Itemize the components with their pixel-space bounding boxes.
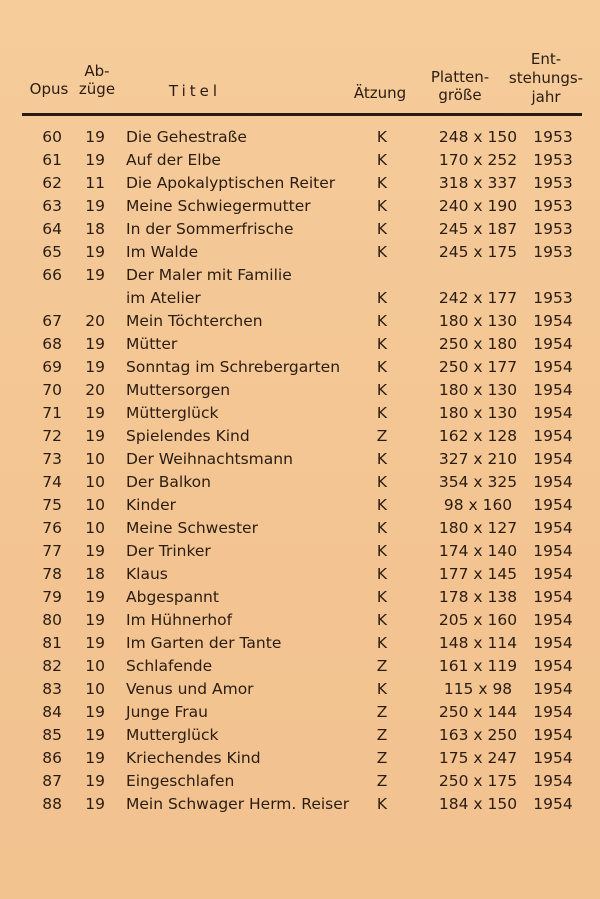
title-cell: Abgespannt	[126, 588, 219, 606]
abzuege-cell: 19	[85, 335, 105, 353]
table-row	[0, 149, 600, 172]
year-cell: 1954	[533, 634, 573, 652]
table-row	[0, 287, 600, 310]
aetzung-cell: K	[376, 220, 388, 238]
plate-size-cell: 205 x 160	[438, 611, 518, 629]
plate-size-cell: 98 x 160	[443, 496, 513, 514]
year-cell: 1953	[533, 289, 573, 307]
table-row	[0, 126, 600, 149]
opus-cell: 61	[42, 151, 62, 169]
plate-size-cell: 180 x 130	[438, 312, 518, 330]
plate-size-cell: 250 x 177	[438, 358, 518, 376]
abzuege-cell: 19	[85, 749, 105, 767]
year-cell: 1954	[533, 611, 573, 629]
aetzung-cell: Z	[376, 749, 388, 767]
abzuege-cell: 18	[85, 220, 105, 238]
aetzung-cell: K	[376, 588, 388, 606]
opus-cell: 82	[42, 657, 62, 675]
abzuege-cell: 19	[85, 588, 105, 606]
header-aetzung: Ätzung	[353, 84, 407, 102]
abzuege-cell: 11	[85, 174, 105, 192]
abzuege-cell: 10	[85, 496, 105, 514]
abzuege-cell: 10	[85, 519, 105, 537]
aetzung-cell: K	[376, 496, 388, 514]
aetzung-cell: K	[376, 473, 388, 491]
abzuege-cell: 19	[85, 404, 105, 422]
year-cell: 1954	[533, 749, 573, 767]
plate-size-cell: 248 x 150	[438, 128, 518, 146]
opus-cell: 76	[42, 519, 62, 537]
table-row	[0, 586, 600, 609]
plate-size-cell: 170 x 252	[438, 151, 518, 169]
aetzung-cell: K	[376, 519, 388, 537]
aetzung-cell: Z	[376, 427, 388, 445]
opus-cell: 65	[42, 243, 62, 261]
abzuege-cell: 10	[85, 473, 105, 491]
abzuege-cell: 19	[85, 128, 105, 146]
plate-size-cell: 318 x 337	[438, 174, 518, 192]
year-cell: 1954	[533, 542, 573, 560]
abzuege-cell: 10	[85, 680, 105, 698]
table-row	[0, 494, 600, 517]
title-cell: im Atelier	[126, 289, 201, 307]
title-cell: Die Apokalyptischen Reiter	[126, 174, 336, 192]
abzuege-cell: 19	[85, 151, 105, 169]
abzuege-cell: 19	[85, 243, 105, 261]
opus-cell: 88	[42, 795, 62, 813]
title-cell: Mein Töchterchen	[126, 312, 263, 330]
opus-cell: 73	[42, 450, 62, 468]
opus-cell: 81	[42, 634, 62, 652]
year-cell: 1953	[533, 128, 573, 146]
abzuege-cell: 19	[85, 726, 105, 744]
plate-size-cell: 178 x 138	[438, 588, 518, 606]
title-cell: Spielendes Kind	[126, 427, 250, 445]
year-cell: 1954	[533, 795, 573, 813]
title-cell: Venus und Amor	[126, 680, 254, 698]
table-row	[0, 655, 600, 678]
abzuege-cell: 19	[85, 795, 105, 813]
opus-cell: 79	[42, 588, 62, 606]
title-cell: Meine Schwester	[126, 519, 258, 537]
plate-size-cell: 175 x 247	[438, 749, 518, 767]
plate-size-cell: 180 x 127	[438, 519, 518, 537]
title-cell: Der Maler mit Familie	[126, 266, 292, 284]
year-cell: 1953	[533, 151, 573, 169]
plate-size-cell: 245 x 175	[438, 243, 518, 261]
abzuege-cell: 19	[85, 427, 105, 445]
opus-cell: 63	[42, 197, 62, 215]
abzuege-cell: 10	[85, 657, 105, 675]
abzuege-cell: 19	[85, 542, 105, 560]
opus-cell: 70	[42, 381, 62, 399]
plate-size-cell: 184 x 150	[438, 795, 518, 813]
abzuege-cell: 19	[85, 634, 105, 652]
plate-size-cell: 250 x 180	[438, 335, 518, 353]
plate-size-cell: 327 x 210	[438, 450, 518, 468]
title-cell: Im Walde	[126, 243, 199, 261]
table-row	[0, 793, 600, 816]
year-cell: 1954	[533, 565, 573, 583]
aetzung-cell: K	[376, 450, 388, 468]
header-divider	[22, 113, 582, 116]
plate-size-cell: 174 x 140	[438, 542, 518, 560]
aetzung-cell: K	[376, 335, 388, 353]
title-cell: Kinder	[126, 496, 177, 514]
aetzung-cell: K	[376, 312, 388, 330]
aetzung-cell: K	[376, 381, 388, 399]
title-cell: Eingeschlafen	[126, 772, 235, 790]
abzuege-cell: 19	[85, 703, 105, 721]
table-row	[0, 747, 600, 770]
title-cell: Im Hühnerhof	[126, 611, 233, 629]
year-cell: 1953	[533, 220, 573, 238]
year-cell: 1954	[533, 496, 573, 514]
table-row	[0, 471, 600, 494]
plate-size-cell: 250 x 144	[438, 703, 518, 721]
table-row	[0, 425, 600, 448]
header-abzuege-line2: züge	[78, 80, 116, 98]
plate-size-cell: 240 x 190	[438, 197, 518, 215]
aetzung-cell: Z	[376, 657, 388, 675]
title-cell: Im Garten der Tante	[126, 634, 282, 652]
title-cell: Der Trinker	[126, 542, 211, 560]
aetzung-cell: K	[376, 197, 388, 215]
abzuege-cell: 19	[85, 772, 105, 790]
title-cell: Mütter	[126, 335, 178, 353]
year-cell: 1954	[533, 726, 573, 744]
title-cell: Muttersorgen	[126, 381, 231, 399]
aetzung-cell: K	[376, 174, 388, 192]
title-cell: Sonntag im Schrebergarten	[126, 358, 341, 376]
header-opus: Opus	[29, 80, 69, 98]
opus-cell: 60	[42, 128, 62, 146]
title-cell: Mütterglück	[126, 404, 219, 422]
year-cell: 1954	[533, 381, 573, 399]
aetzung-cell: K	[376, 565, 388, 583]
table-row	[0, 609, 600, 632]
year-cell: 1954	[533, 473, 573, 491]
plate-size-cell: 162 x 128	[438, 427, 518, 445]
header-titel: Titel	[168, 82, 222, 100]
header-jahr-line1: Ent-	[530, 50, 562, 68]
abzuege-cell: 10	[85, 450, 105, 468]
plate-size-cell: 180 x 130	[438, 381, 518, 399]
year-cell: 1954	[533, 404, 573, 422]
table-row	[0, 448, 600, 471]
year-cell: 1954	[533, 358, 573, 376]
table-row	[0, 264, 600, 287]
plate-size-cell: 242 x 177	[438, 289, 518, 307]
table-row	[0, 172, 600, 195]
plate-size-cell: 163 x 250	[438, 726, 518, 744]
aetzung-cell: K	[376, 680, 388, 698]
aetzung-cell: K	[376, 404, 388, 422]
year-cell: 1954	[533, 427, 573, 445]
year-cell: 1954	[533, 312, 573, 330]
abzuege-cell: 19	[85, 611, 105, 629]
year-cell: 1953	[533, 243, 573, 261]
table-row	[0, 218, 600, 241]
opus-cell: 67	[42, 312, 62, 330]
plate-size-cell: 250 x 175	[438, 772, 518, 790]
plate-size-cell: 115 x 98	[443, 680, 513, 698]
table-row	[0, 402, 600, 425]
table-row	[0, 310, 600, 333]
aetzung-cell: K	[376, 289, 388, 307]
title-cell: Junge Frau	[126, 703, 209, 721]
year-cell: 1954	[533, 703, 573, 721]
header-jahr-line2: stehungs-	[508, 69, 584, 87]
aetzung-cell: K	[376, 795, 388, 813]
table-row	[0, 701, 600, 724]
opus-cell: 78	[42, 565, 62, 583]
title-cell: Mein Schwager Herm. Reiser	[126, 795, 350, 813]
plate-size-cell: 161 x 119	[438, 657, 518, 675]
opus-cell: 87	[42, 772, 62, 790]
plate-size-cell: 354 x 325	[438, 473, 518, 491]
title-cell: Der Balkon	[126, 473, 211, 491]
year-cell: 1953	[533, 197, 573, 215]
table-row	[0, 770, 600, 793]
title-cell: Meine Schwiegermutter	[126, 197, 311, 215]
aetzung-cell: K	[376, 634, 388, 652]
year-cell: 1953	[533, 174, 573, 192]
table-row	[0, 632, 600, 655]
opus-cell: 75	[42, 496, 62, 514]
opus-cell: 68	[42, 335, 62, 353]
title-cell: Klaus	[126, 565, 168, 583]
table-row	[0, 333, 600, 356]
aetzung-cell: K	[376, 358, 388, 376]
opus-cell: 64	[42, 220, 62, 238]
plate-size-cell: 177 x 145	[438, 565, 518, 583]
year-cell: 1954	[533, 450, 573, 468]
abzuege-cell: 18	[85, 565, 105, 583]
table-row	[0, 724, 600, 747]
table-row	[0, 379, 600, 402]
table-row	[0, 195, 600, 218]
abzuege-cell: 19	[85, 197, 105, 215]
abzuege-cell: 20	[85, 381, 105, 399]
header-abzuege-line1: Ab-	[84, 62, 110, 80]
title-cell: Mutterglück	[126, 726, 219, 744]
year-cell: 1954	[533, 772, 573, 790]
plate-size-cell: 245 x 187	[438, 220, 518, 238]
title-cell: In der Sommerfrische	[126, 220, 294, 238]
aetzung-cell: Z	[376, 726, 388, 744]
opus-cell: 66	[42, 266, 62, 284]
abzuege-cell: 19	[85, 266, 105, 284]
opus-cell: 72	[42, 427, 62, 445]
opus-cell: 83	[42, 680, 62, 698]
opus-cell: 74	[42, 473, 62, 491]
year-cell: 1954	[533, 335, 573, 353]
aetzung-cell: K	[376, 611, 388, 629]
table-row	[0, 241, 600, 264]
title-cell: Schlafende	[126, 657, 213, 675]
catalog-table-body	[0, 126, 600, 816]
opus-cell: 62	[42, 174, 62, 192]
plate-size-cell: 148 x 114	[438, 634, 518, 652]
year-cell: 1954	[533, 519, 573, 537]
aetzung-cell: K	[376, 151, 388, 169]
title-cell: Kriechendes Kind	[126, 749, 261, 767]
header-jahr-line3: jahr	[531, 88, 561, 106]
opus-cell: 69	[42, 358, 62, 376]
table-row	[0, 356, 600, 379]
header-platten-line2: größe	[438, 86, 482, 104]
year-cell: 1954	[533, 657, 573, 675]
aetzung-cell: K	[376, 128, 388, 146]
table-row	[0, 540, 600, 563]
table-row	[0, 517, 600, 540]
abzuege-cell: 20	[85, 312, 105, 330]
opus-cell: 80	[42, 611, 62, 629]
title-cell: Die Gehestraße	[126, 128, 247, 146]
opus-cell: 86	[42, 749, 62, 767]
table-row	[0, 563, 600, 586]
title-cell: Der Weihnachtsmann	[126, 450, 293, 468]
year-cell: 1954	[533, 680, 573, 698]
header-platten-line1: Platten-	[430, 68, 490, 86]
year-cell: 1954	[533, 588, 573, 606]
opus-cell: 85	[42, 726, 62, 744]
table-row	[0, 678, 600, 701]
aetzung-cell: K	[376, 243, 388, 261]
plate-size-cell: 180 x 130	[438, 404, 518, 422]
opus-cell: 71	[42, 404, 62, 422]
aetzung-cell: K	[376, 542, 388, 560]
aetzung-cell: Z	[376, 772, 388, 790]
opus-cell: 84	[42, 703, 62, 721]
opus-cell: 77	[42, 542, 62, 560]
title-cell: Auf der Elbe	[126, 151, 221, 169]
abzuege-cell: 19	[85, 358, 105, 376]
aetzung-cell: Z	[376, 703, 388, 721]
